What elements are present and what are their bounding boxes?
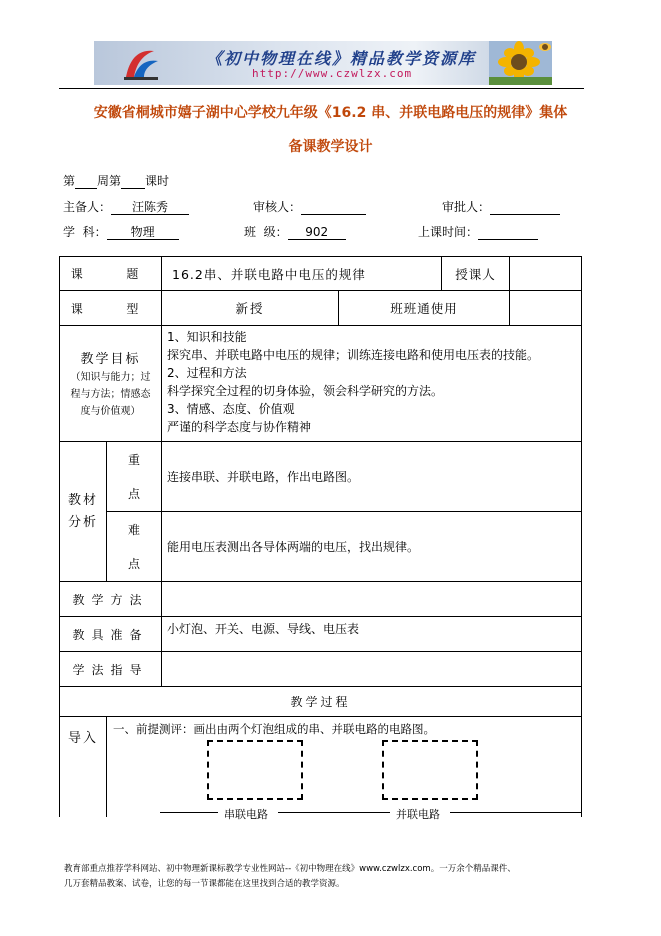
goals-sub-label: （知识与能力；过程与方法；情感态度与价值观） [70,371,151,417]
key-point-row [60,442,582,512]
lead-label: 主备人： [63,200,112,214]
banner-title: 《初中物理在线》精品教学资源库 [206,49,477,68]
goal-line: 2、过程和方法 [167,366,247,380]
difficulty-label-2: 点 [128,556,141,571]
lead-value[interactable]: 汪陈秀 [111,201,189,215]
reviewer-value[interactable] [301,201,366,215]
guide-value[interactable] [162,652,582,687]
week-line [63,172,169,189]
approver-field [442,198,560,215]
method-row [60,582,582,617]
intro-text: 一、前提测评：画出由两个灯泡组成的串、并联电路的电路图。 [113,722,435,736]
guide-label: 学法指导 [60,652,162,687]
subject-field [63,223,179,240]
week-prefix: 第 [63,174,76,188]
document-title [40,96,621,164]
goals-label-cell [60,326,162,442]
topic-label: 课 题 [60,257,162,291]
difficulty-label-1: 难 [128,522,141,537]
page-footer [64,862,604,892]
difficulty-row [60,512,582,582]
difficulty-value[interactable]: 能用电压表测出各导体两端的电压，找出规律。 [162,512,582,582]
series-rule-left [160,812,218,813]
goal-line: 3、情感、态度、价值观 [167,402,295,416]
intro-content[interactable] [107,717,582,817]
subject-label: 学 科： [63,225,107,239]
analysis-label-cell [60,442,107,582]
goal-line: 探究串、并联电路中电压的规律；训练连接电路和使用电压表的技能。 [167,348,540,362]
site-logo-icon [120,47,160,81]
title-line-1: 安徽省桐城市嬉子湖中心学校九年级《16.2 串、并联电路电压的规律》集体 [93,105,568,121]
reviewer-field [253,198,366,215]
goal-line: 严谨的科学态度与协作精神 [167,420,312,434]
topic-value[interactable]: 16.2串、并联电路中电压的规律 [162,257,442,291]
week-suffix: 课时 [145,174,170,188]
lesson-time-field [418,223,538,240]
type-label: 课 型 [60,291,162,326]
week-number-blank[interactable] [75,175,97,189]
header-banner [94,41,552,85]
usage-value[interactable]: 班班通使用 [339,291,510,326]
difficulty-label-cell [107,512,162,582]
parallel-circuit-box[interactable] [382,740,478,800]
tools-label: 教具准备 [60,617,162,652]
series-circuit-label: 串联电路 [224,808,268,821]
class-value[interactable]: 902 [288,226,346,240]
parallel-circuit-label: 并联电路 [396,808,440,821]
goals-content[interactable] [162,326,582,442]
intro-row [60,717,582,817]
period-number-blank[interactable] [121,175,145,189]
middle-rule [278,812,390,813]
lesson-plan-table [59,256,582,817]
approver-value[interactable] [490,201,560,215]
time-value[interactable] [478,226,538,240]
class-label: 班 级： [244,225,288,239]
key-label-2: 点 [128,486,141,501]
lead-preparer-field [63,198,189,215]
process-label: 教学过程 [60,687,582,717]
method-value[interactable] [162,582,582,617]
title-line-2: 备课教学设计 [288,139,373,155]
banner-url[interactable]: http://www.czwlzx.com [252,67,413,80]
type-value[interactable]: 新授 [162,291,339,326]
method-label: 教学方法 [60,582,162,617]
goal-line: 科学探究全过程的切身体验，领会科学研究的方法。 [167,384,444,398]
analysis-label-2: 分析 [67,514,98,530]
reviewer-label: 审核人： [253,200,302,214]
teacher-label: 授课人 [442,257,510,291]
series-circuit-box[interactable] [207,740,303,800]
week-mid: 周第 [97,174,122,188]
tools-value[interactable]: 小灯泡、开关、电源、导线、电压表 [162,617,582,652]
sunflower-icon [489,41,552,85]
type-row [60,291,582,326]
guide-row [60,652,582,687]
approver-label: 审批人： [442,200,491,214]
process-header-row [60,687,582,717]
key-point-value[interactable]: 连接串联、并联电路，作出电路图。 [162,442,582,512]
parallel-rule-right [450,812,581,813]
key-label-1: 重 [128,452,141,467]
footer-line-1: 教育部重点推荐学科网站、初中物理新课标教学专业性网站--《初中物理在线》www.czwlzx.com。一万余个精品课件、 [64,864,516,874]
type-extra-cell[interactable] [510,291,582,326]
key-label-cell [107,442,162,512]
teacher-value[interactable] [510,257,582,291]
time-label: 上课时间： [418,225,479,239]
goals-label: 教学目标 [80,351,141,367]
goals-row [60,326,582,442]
header-rule [59,88,584,89]
analysis-label-1: 教材 [67,492,98,508]
tools-row [60,617,582,652]
topic-row [60,257,582,291]
intro-label: 导入 [60,717,107,817]
footer-line-2: 几万套精品教案、试卷，让您的每一节课都能在这里找到合适的教学资源。 [64,879,345,889]
subject-value[interactable]: 物理 [107,226,179,240]
goal-line: 1、知识和技能 [167,330,247,344]
class-field [244,223,346,240]
